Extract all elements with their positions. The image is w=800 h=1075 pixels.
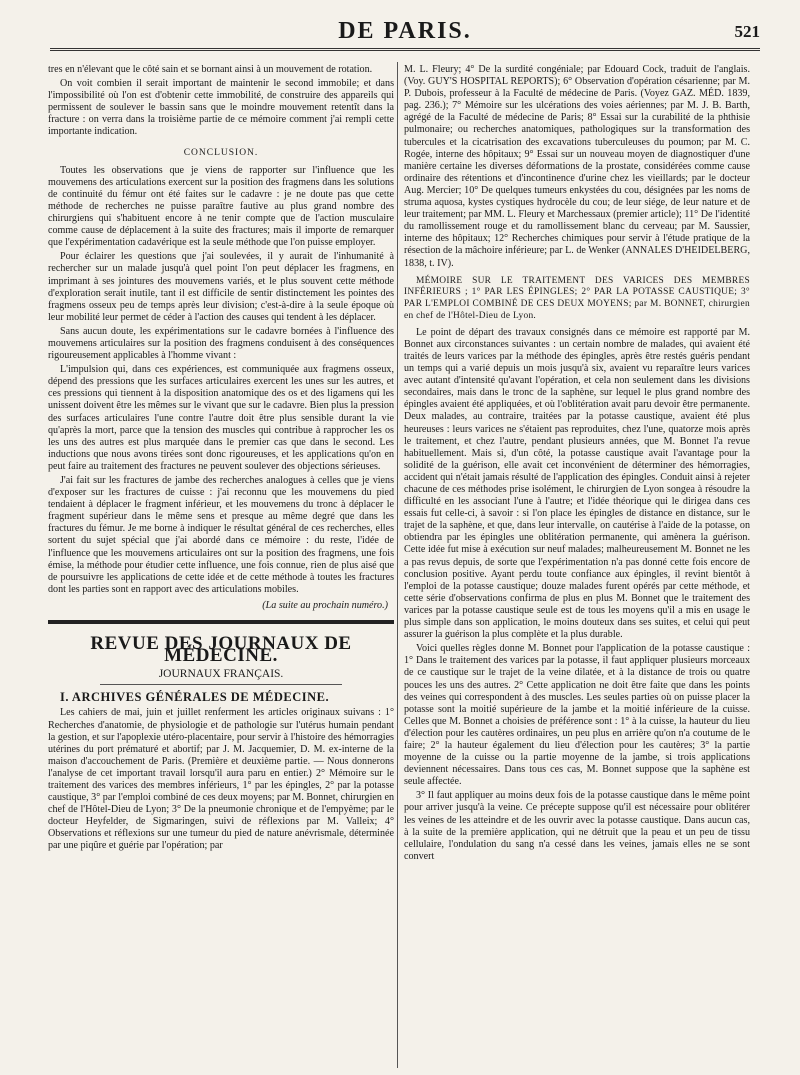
revue-heading: REVUE DES JOURNAUX DE MÉDECINE. bbox=[90, 633, 352, 667]
paragraph: L'impulsion qui, dans ces expériences, est communiquée aux fragmens osseux, dépend des pressions que les surfaces articulaires exercent les unes sur les autres, et ces pressions qui tiennent à la disposition anatomique des os et des ligamens qui les unissent doivent être les mêmes sur le vivant que sur le cadavre. Bien plus la pression des surfaces articulaires l'une contre l'autre doit être plus sensible durant la vie qu'après la mort, parce que la tension des muscles qui contribue à rapprocher les os les uns des autres est plus marquée dans le premier cas que dans le second. Les inductions que nous avons tirées sont donc rigoureuses, et les applications qu'on en peut faire au traitement des fractures ne peuvent soulever des objections sérieuses. bbox=[48, 364, 394, 472]
paragraph: Pour éclairer les questions que j'ai soulevées, il y aurait de l'inhumanité à rechercher sur un malade jusqu'à quel point l'on peut déplacer les fragmens, en imprimant à ses jointures des mouvemens variés, et le plus souvent cette méthode d'exploration serait inutile, tant il est difficile de sentir distinctement les pointes des fragmens osseux peu de temps après leur division; c'est-à-dire à la seule époque où leur mobilité leur permet de céder à l'action des causes qui tendent à les déplacer. bbox=[48, 251, 394, 323]
running-title: DE PARIS. bbox=[338, 18, 472, 44]
paragraph: Toutes les observations que je viens de rapporter sur l'influence que les mouvemens des articulations exercent sur la position des fragmens dans les solutions de continuité du fémur ont été faites sur le cadavre : je ne doute pas que cette méthode de recherches ne puisse paraître fautive au plus grand nombre des chirurgiens qui s'habituent encore à ne tenir compte que de l'action musculaire comme cause de déplacement à la suite des fractures; mais il importe de remarquer que l'expérimentation cadavérique est la seule méthode que l'on puisse employer. bbox=[48, 164, 394, 249]
divider bbox=[100, 684, 342, 685]
paragraph: tres en n'élevant que le côté sain et se bornant ainsi à un mouvement de rotation. bbox=[48, 64, 373, 75]
paragraph: Voici quelles règles donne M. Bonnet pour l'application de la potasse caustique : 1° Dans le traitement des varices par la potasse, il faut appliquer plusieurs morceaux de ce caustique sur le trajet de la veine dilatée, et à la distance de trois ou quatre pouces les uns des autres. 2° Cette application ne doit être faite que dans les points des veines qui correspondent à des muscles. Les seules parties où on puisse placer la potasse sont la moitié supérieure de la jambe et la moitié inférieure de la cuisse. Celles que M. Bonnet a choisies de préférence sont : 1° à la cuisse, la hauteur du lieu d'élection pour les cautères ordinaires, un peu plus en arrière qu'on n'a coutume de le faire; 2° la hauteur également du lieu d'élection pour les cautères; 3° la partie moyenne de la cuisse ou la partie moyenne de la jambe, si trois applications deviennent nécessaires. Dans tous ces cas, M. Bonnet suppose que la saphène est seule affectée. bbox=[404, 643, 750, 788]
memoire-heading: MÉMOIRE SUR LE TRAITEMENT DES VARICES DES MEMBRES INFÉRIEURS ; 1° PAR LES ÉPINGLES; 2° PAR LA POTASSE CAUSTIQUE; 3° PAR L'EMPLOI COMBINÉ DE CES DEUX MOYENS; par M. BONNET, chirurgien en chef de l'Hôtel-Dieu de Lyon. bbox=[404, 275, 750, 321]
paragraph: On voit combien il serait important de maintenir le second immobile; et dans l'impossibilité où l'on est d'obtenir cette immobilité, de construire des appareils qui permissent de soulever le bassin sans que le moindre mouvement retentît dans la fracture : on verra dans la troisième partie de ce mémoire comment j'ai rempli cette importante indication. bbox=[48, 78, 394, 138]
left-column bbox=[48, 64, 394, 1069]
paragraph: 3° Il faut appliquer au moins deux fois de la potasse caustique dans le même point pour arriver jusqu'à la veine. Ce précepte suppose qu'il est nécessaire pour oblitérer les veines de les atteindre et de les ouvrir avec la potasse caustique. Dans aucun cas, à la suite de la première application, qui ne détruit que la peau et un peu de tissu cellulaire, l'ondulation du sang n'a cessé dans les veines, jamais elles ne se sont convert bbox=[404, 790, 750, 862]
column-divider bbox=[397, 62, 398, 1068]
paragraph: M. L. Fleury; 4° De la surdité congéniale; par Edouard Cock, traduit de l'anglais. (Voy. GUY'S HOSPITAL REPORTS); 6° Observation d'opération césarienne; par M. P. Dubois, professeur à la Faculté de médecine de Paris. (Voyez GAZ. MÉD. 1839, pag. 236.); 7° Mémoire sur les ulcérations des voies aériennes; par M. J. B. Barth, agrégé de la Faculté de médecine de Paris; 8° Essai sur la curabilité de la phthisie pulmonaire; ou recherches anatomiques, pathologiques sur la transformation des tubercules et la cicatrisation des excavations tuberculeuses du poumon; par M. C. Rogée, interne des hôpitaux; 9° Essai sur un nouveau moyen de diagnostiquer d'une manière certaine les diverses déformations de la prostate, considérées comme cause ordinaire des rétentions et d'incontinence d'urine chez les vieillards; par le docteur Aug. Mercier; 10° De quelques tumeurs enkystées du cou, désignées par les noms de struma aquosa, kystes cystiques hydrocèle du cou; de leur siége, de leur nature et de leur traitement; par MM. L. Fleury et Marchessaux (premier article); 11° De l'identité du ramollissement rouge et du ramollissement blanc du cerveau; par M. Saussier, interne des hôpitaux; 12° Recherches chimiques pour servir à l'étude pratique de la résection de la mâchoire inférieure; par L. de Wenker (ANNALES D'HEIDELBERG, 1838, t. IV). bbox=[404, 64, 750, 269]
paragraph: Les cahiers de mai, juin et juillet renferment les articles originaux suivans : 1° Recherches d'anatomie, de physiologie et de pathologie sur l'utérus humain pendant la gestion, et sur l'apoplexie utéro-placentaire, pour servir à l'histoire des hémorragies utérines du port prématuré et abortif; par J. M. Jacquemier, D. M. ex-interne de la maison d'accouchement de Paris. (Première et deuxième partie. — Nous donnerons l'analyse de cet important travail lorsqu'il aura paru en entier.) 2° Mémoire sur le traitement des varices des membres inférieurs, 1° par les épingles, 2° par la potasse caustique, 3° par l'emploi combiné de ces deux moyens; par M. Bonnet, chirurgien en chef de l'Hôtel-Dieu de Lyon; 3° De la pneumonie chronique et de l'empyème; par le docteur Heyfelder, de Sigmaringen, suivi de réflexions par M. Valleix; 4° Observations et réflexions sur une tumeur du pied de nature anévrismale, déterminée par une piqûre et guérie par l'opération; par bbox=[48, 707, 394, 852]
page-number: 521 bbox=[734, 22, 760, 41]
section-rule bbox=[48, 620, 394, 624]
header-rule bbox=[50, 48, 760, 51]
archives-heading: I. ARCHIVES GÉNÉRALES DE MÉDECINE. bbox=[60, 690, 330, 705]
right-column bbox=[404, 64, 750, 1069]
paragraph: J'ai fait sur les fractures de jambe des recherches analogues à celles que je viens d'exposer sur les fractures de cuisse : j'ai reconnu que les mouvemens du pied tendaient à déplacer le fragment inférieur, et les mouvemens du tronc à déplacer le fragment supérieur dans le même sens et presque au même degré que dans les fractures du fémur. Je me borne à indiquer le résultat général de ces recherches, elles sortent du sujet spécial que j'ai abordé dans ce mémoire : du reste, l'idée de l'influence que les mouvemens articulaires ont sur la position des fragmens, une fois émise, la méthode pour étudier cette influence, une fois connue, rien de plus aisé que de poursuivre les applications de cette idée et de cette méthode à toutes les fractures dont les parties sont en rapport avec des articulations mobiles. bbox=[48, 475, 394, 595]
journaux-subheading: JOURNAUX FRANÇAIS. bbox=[158, 668, 284, 681]
conclusion-heading: CONCLUSION. bbox=[183, 147, 259, 158]
paragraph: Le point de départ des travaux consignés dans ce mémoire est rapporté par M. Bonnet aux circonstances suivantes : un certain nombre de malades, qui avaient été traités de leurs varices par la méthode des épingles, après être restés guéris pendant un temps qui a varié depuis un mois jusqu'à six, avaient vu reparaître leurs varices avec autant d'intensité qu'avant l'opération, et cela non seulement dans les divisions secondaires, mais dans le tronc de la saphène, sur lequel le plus grand nombre des épingles avaient été appliquées, et où l'oblitération avait paru devoir être permanente. Deux malades, au contraire, traitées par la potasse caustique, avaient été plus heureuses : leurs varices ne s'étaient pas reproduites, chez l'une, quatorze mois après le traitement, et chez l'autre, pendant plusieurs années, que M. Bonnet l'a revue habituellement. Mais si, d'un côté, la potasse caustique avait l'avantage pour la solidité de la guérison, elle avait cet inconvénient de déterminer des hémorragies, accident qui n'était jamais résulté de l'application des épingles. Conduit ainsi à rejeter chacune de ces méthodes prise isolément, le chirurgien de Lyon songea à résoudre la difficulté en les associant l'une à l'autre; et l'idée théorique qui le dirigea dans ces essais fut celle-ci, à savoir : si l'on place les épingles de distance en distance, sur le trajet de la saphène, et que, dans leur intervalle, on cautérise à l'aide de la potasse, on obtiendra par les épingles une oblitération permanente, qui amènera la guérison. Cette idée fut mise à exécution sur neuf malades; malheureusement M. Bonnet ne les a pas revus depuis, de sorte que l'expérimentation n'a pas donné cette fois encore de conclusion positive. Ayant perdu toute confiance aux épingles, il revint bientôt à l'emploi de la potasse caustique; douze malades furent opérés par cette méthode, et cette série d'observations confirma de plus en plus M. Bonnet que le traitement des varices par la potasse caustique seule est de tous les moyens qu'il a mis en usage le plus simple dans son application, le moins douteux dans ses suites, et celui qui peut assurer la guérison la plus complète et la plus durable. bbox=[404, 326, 750, 641]
continued-note: (La suite au prochain numéro.) bbox=[262, 599, 388, 611]
paragraph: Sans aucun doute, les expérimentations sur le cadavre bornées à l'influence des mouvemens articulaires sur la position des fragmens conduisent à des conséquences rigoureusement applicables à l'homme vivant : bbox=[48, 325, 394, 362]
page-header bbox=[50, 8, 760, 42]
